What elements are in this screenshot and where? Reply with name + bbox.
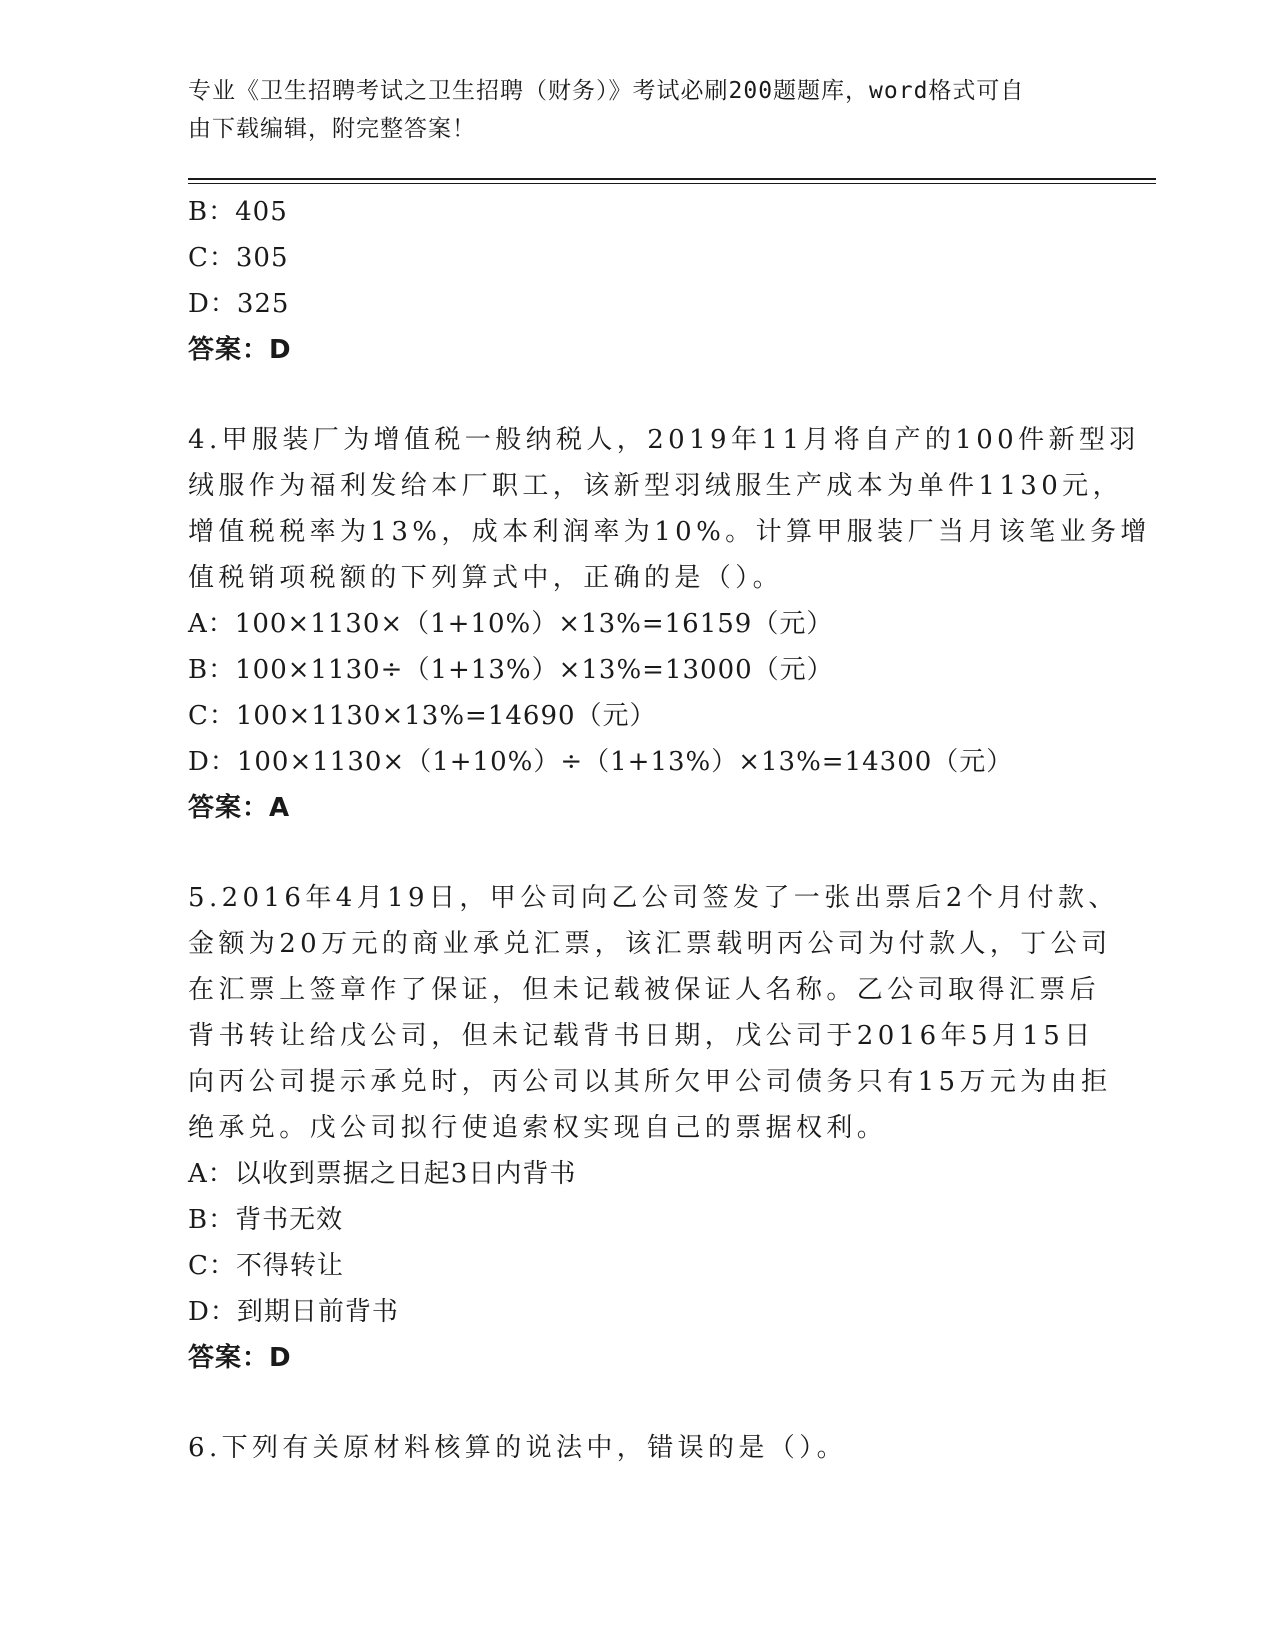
spacer [188, 831, 1088, 875]
question-5-text-line: 背书转让给戊公司，但未记载背书日期，戊公司于2016年5月15日 [188, 1021, 1095, 1051]
question-5-text-line: 绝承兑。戊公司拟行使追索权实现自己的票据权利。 [188, 1113, 888, 1143]
spacer [188, 373, 1088, 417]
header-divider-thick [188, 178, 1156, 180]
spacer [188, 1381, 1088, 1425]
option-c: C：不得转让 [188, 1251, 344, 1281]
question-4-text-line: 绒服作为福利发给本厂职工，该新型羽绒服生产成本为单件1130元， [188, 471, 1123, 501]
question-4-block [188, 417, 1151, 831]
option-a: A：以收到票据之日起3日内背书 [188, 1159, 577, 1189]
answer-label: 答案：D [188, 335, 292, 365]
question-5-text-line: 5.2016年4月19日，甲公司向乙公司签发了一张出票后2个月付款、 [188, 883, 1119, 913]
option-c: C：305 [188, 243, 289, 273]
document-body [188, 189, 1151, 1471]
question-4-text-line: 增值税税率为13%，成本利润率为10%。计算甲服装厂当月该笔业务增 [188, 517, 1151, 547]
option-b: B：405 [188, 197, 288, 227]
question-5-text-line: 金额为20万元的商业承兑汇票，该汇票载明丙公司为付款人，丁公司 [188, 929, 1112, 959]
option-d: D：100×1130×（1+10%）÷（1+13%）×13%=14300（元） [188, 747, 1014, 777]
question-5-text-line: 在汇票上签章作了保证，但未记载被保证人名称。乙公司取得汇票后 [188, 975, 1101, 1005]
header-divider-thin [188, 183, 1156, 184]
option-c: C：100×1130×13%=14690（元） [188, 701, 657, 731]
answer-label: 答案：D [188, 1343, 292, 1373]
question-4-text-line: 值税销项税额的下列算式中，正确的是（）。 [188, 563, 784, 593]
page-header [188, 72, 1088, 148]
option-b: B：100×1130÷（1+13%）×13%=13000（元） [188, 655, 834, 685]
prev-question-block [188, 189, 1088, 373]
question-6-text-line: 6.下列有关原材料核算的说法中，错误的是（）。 [188, 1433, 848, 1463]
header-line-2: 由下载编辑，附完整答案！ [188, 116, 476, 142]
question-4-text-line: 4.甲服装厂为增值税一般纳税人，2019年11月将自产的100件新型羽 [188, 425, 1140, 455]
header-line-1: 专业《卫生招聘考试之卫生招聘（财务）》考试必刷200题题库，word格式可自 [188, 78, 1025, 104]
question-5-block [188, 875, 1119, 1381]
option-b: B：背书无效 [188, 1205, 344, 1235]
question-5-text-line: 向丙公司提示承兑时，丙公司以其所欠甲公司债务只有15万元为由拒 [188, 1067, 1112, 1097]
option-a: A：100×1130×（1+10%）×13%=16159（元） [188, 609, 834, 639]
question-6-block [188, 1425, 1088, 1471]
answer-label: 答案：A [188, 793, 291, 823]
option-d: D：325 [188, 289, 290, 319]
option-d: D：到期日前背书 [188, 1297, 399, 1327]
